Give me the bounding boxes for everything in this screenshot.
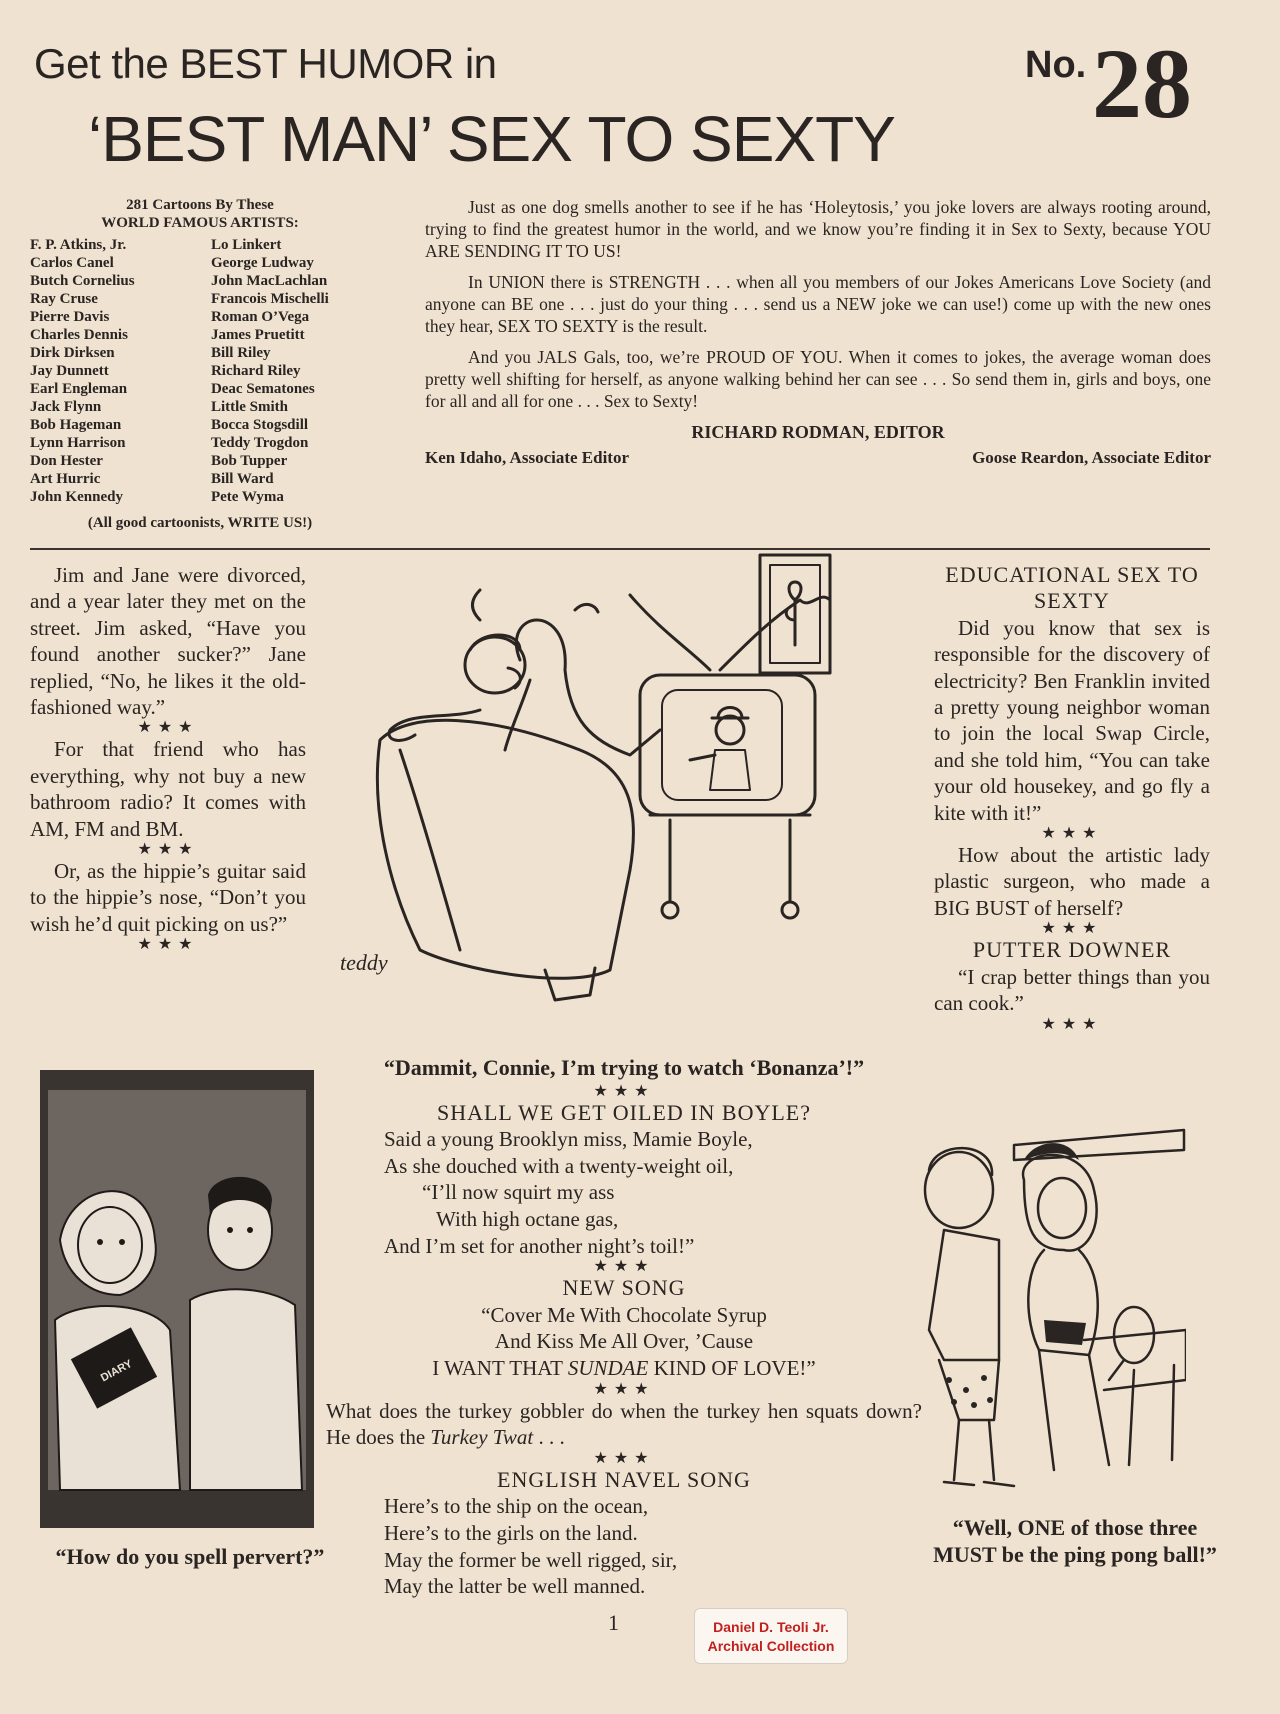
turkey-joke <box>326 1398 922 1451</box>
artist-columns <box>30 236 370 506</box>
intro-paragraph: In UNION there is STRENGTH . . . when all you members of our Jokes Americans Love Society (and anyone can BE one . . . just do your thing . . . send us a NEW joke we can use!) come up with the new ones they hear, SEX TO SEXTY is the result. <box>425 272 1211 336</box>
artists-title-1: 281 Cartoons By These <box>126 197 274 213</box>
navel-line: May the latter be well manned. <box>384 1574 646 1599</box>
artist-name: Bill Riley <box>210 345 271 361</box>
artist-name: Bob Tupper <box>210 453 288 469</box>
tv-couch-cartoon <box>330 550 930 1045</box>
ping-pong-cartoon-caption: “Well, ONE of those three MUST be the ping pong ball!” <box>933 1515 1217 1567</box>
artist-name: Lynn Harrison <box>30 435 126 451</box>
diary-cartoon <box>40 1070 314 1528</box>
navel-song-title: ENGLISH NAVEL SONG <box>497 1466 751 1492</box>
artist-name: Art Hurric <box>30 471 101 487</box>
navel-line: Here’s to the ship on the ocean, <box>384 1494 649 1519</box>
artist-name: Richard Riley <box>210 363 301 379</box>
artist-name: John Kennedy <box>30 489 123 505</box>
man-shirt <box>190 1289 302 1490</box>
artist-name: Dirk Dirksen <box>30 345 115 361</box>
song-line-3-start: I WANT THAT <box>432 1355 568 1380</box>
stamp-line-2: Archival Collection <box>707 1638 835 1654</box>
boyle-poem-title: SHALL WE GET OILED IN BOYLE? <box>436 1099 812 1125</box>
artist-name: Lo Linkert <box>210 237 282 253</box>
poem-line: With high octane gas, <box>436 1206 619 1231</box>
new-song-title: NEW SONG <box>562 1275 686 1301</box>
navel-line: May the former be well rigged, sir, <box>384 1547 678 1572</box>
stamp-line-1: Daniel D. Teoli Jr. <box>713 1619 829 1635</box>
artist-name: Ray Cruse <box>30 291 98 307</box>
issue-number: 28 <box>1092 28 1192 139</box>
artist-name: Teddy Trogdon <box>210 435 309 451</box>
joke-putter-downer: “I crap better things than you can cook.” <box>934 964 1210 1016</box>
artist-signature: teddy <box>340 950 388 975</box>
song-line-3 <box>326 1355 922 1382</box>
tv-antenna <box>630 595 710 670</box>
armchair <box>377 720 633 978</box>
artist-name: Jay Dunnett <box>30 363 109 379</box>
artist-name: Don Hester <box>30 453 103 469</box>
artist-name: Butch Cornelius <box>30 273 135 289</box>
star-separator: ★★★ <box>137 719 199 737</box>
headline-line-1: Get the BEST HUMOR in <box>34 40 497 87</box>
associate-editor-left: Ken Idaho, Associate Editor <box>425 448 630 467</box>
associate-editor-right: Goose Reardon, Associate Editor <box>972 448 1211 467</box>
artists-title-2: WORLD FAMOUS ARTISTS: <box>101 215 299 231</box>
diary-label: DIARY <box>98 1357 135 1385</box>
artist-name: Jack Flynn <box>30 399 102 415</box>
putter-downer-heading: PUTTER DOWNER <box>972 937 1172 963</box>
tv-cartoon-caption: “Dammit, Connie, I’m trying to watch ‘Bonanza’!” <box>383 1055 865 1080</box>
artist-name: Pierre Davis <box>30 309 110 325</box>
poem-line: And I’m set for another night’s toil!” <box>384 1233 695 1258</box>
turkey-joke-start: What does the turkey gobbler do when the turkey hen squats down? He does the <box>326 1398 922 1450</box>
artist-name: Little Smith <box>210 399 289 415</box>
educational-heading: EDUCATIONAL SEX TO SEXTY <box>945 562 1199 614</box>
joke-plastic-surgeon: How about the artistic lady plastic surgeon, who made a BIG BUST of herself? <box>934 843 1210 920</box>
navel-line: Here’s to the girls on the land. <box>384 1520 638 1545</box>
star-separator: ★★★ <box>137 936 199 954</box>
poem-line: Said a young Brooklyn miss, Mamie Boyle, <box>384 1127 753 1152</box>
intro-paragraph: Just as one dog smells another to see if he has ‘Holeytosis,’ you joke lovers are always rooting around, trying to find the greatest humor in the world, and we know you’re finding it in Sex to Sexty, because YOU ARE SENDING IT TO US! <box>425 197 1211 261</box>
page-number: 1 <box>608 1610 619 1635</box>
poem-line: “I’ll now squirt my ass <box>422 1180 615 1205</box>
artist-name: Charles Dennis <box>30 327 128 343</box>
star-separator: ★★★ <box>593 1449 655 1467</box>
turkey-joke-emphasis: Turkey Twat <box>430 1425 534 1450</box>
left-joke-column <box>30 562 306 953</box>
right-joke-column <box>934 562 1210 1033</box>
issue-label: No. <box>1025 44 1087 86</box>
artist-name: George Ludway <box>210 255 314 271</box>
star-separator: ★★★ <box>593 1258 655 1276</box>
ping-pong-cartoon <box>904 1120 1186 1500</box>
archive-stamp <box>694 1608 848 1664</box>
artist-name: Roman O’Vega <box>210 309 310 325</box>
center-column <box>326 1055 922 1600</box>
star-separator: ★★★ <box>593 1380 655 1398</box>
intro-paragraph: And you JALS Gals, too, we’re PROUD OF YOU. When it comes to jokes, the average woman does pretty well shifting for herself, as anyone walking behind her can see . . . So send them in, girls and boys, one for all and all for one . . . Sex to Sexty! <box>425 347 1211 411</box>
artist-name: Bill Ward <box>210 471 274 487</box>
song-line: And Kiss Me All Over, ’Cause <box>494 1329 754 1354</box>
artist-name: Earl Engleman <box>30 381 128 397</box>
turkey-joke-end: . . . <box>533 1425 565 1450</box>
man-head <box>925 1152 993 1228</box>
star-separator: ★★★ <box>137 841 199 859</box>
artist-column-2 <box>211 236 370 506</box>
artist-name: Bocca Stogsdill <box>210 417 309 433</box>
joke-electricity: Did you know that sex is responsible for the discovery of electricity? Ben Franklin invited a pretty young neighbor woman to join the local Swap Circle, and she told him, “You can take your old housekey, and go fly a kite with it!” <box>934 615 1210 825</box>
artist-name: James Pruetitt <box>210 327 305 343</box>
joke-bathroom-radio: For that friend who has everything, why not buy a new bathroom radio? It comes with AM, FM and BM. <box>30 737 306 841</box>
artists-footer: (All good cartoonists, WRITE US!) <box>87 515 313 531</box>
diary-cartoon-caption: “How do you spell pervert?” <box>55 1544 325 1569</box>
song-line-3-emphasis: SUNDAE <box>567 1355 649 1380</box>
artist-name: Bob Hageman <box>30 417 122 433</box>
poem-line: As she douched with a twenty-weight oil, <box>384 1153 734 1178</box>
artist-name: Carlos Canel <box>30 255 114 271</box>
woman-nightgown <box>55 1306 180 1490</box>
joke-hippie-guitar: Or, as the hippie’s guitar said to the hippie’s nose, “Don’t you wish he’d quit picking on us?” <box>30 859 306 936</box>
song-line: “Cover Me With Chocolate Syrup <box>481 1302 767 1327</box>
joke-divorced: Jim and Jane were divorced, and a year later they met on the street. Jim asked, “Have you found another sucker?” Jane replied, “No, he likes it the old-fashioned way.” <box>30 563 306 720</box>
song-line-3-end: KIND OF LOVE!” <box>648 1355 816 1380</box>
star-separator: ★★★ <box>1041 920 1103 938</box>
artist-column-1 <box>30 236 211 506</box>
artists-list <box>30 196 370 532</box>
star-separator: ★★★ <box>1041 1015 1103 1033</box>
artist-name: Pete Wyma <box>210 489 284 505</box>
artist-name: F. P. Atkins, Jr. <box>30 237 127 253</box>
magazine-title: ‘BEST MAN’ SEX TO SEXTY <box>88 103 895 175</box>
artist-name: John MacLachlan <box>210 273 328 289</box>
artist-name: Deac Sematones <box>210 381 315 397</box>
associate-editors <box>425 447 1211 469</box>
star-separator: ★★★ <box>593 1082 655 1100</box>
editorial-intro <box>425 196 1211 469</box>
editor-credit: RICHARD RODMAN, EDITOR <box>691 422 945 442</box>
star-separator: ★★★ <box>1041 825 1103 843</box>
artist-name: Francois Mischelli <box>210 291 329 307</box>
